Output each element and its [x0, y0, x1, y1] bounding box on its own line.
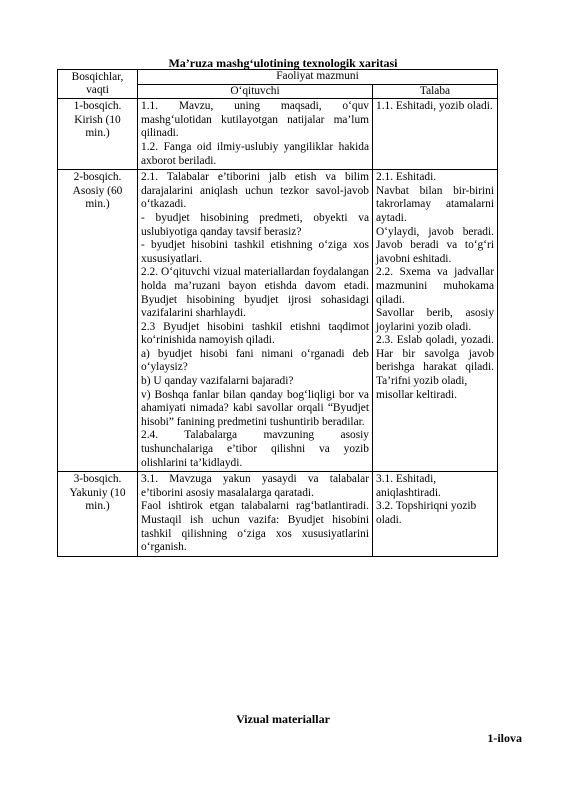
student-text: 3.1. Eshitadi, aniqlashtiradi.	[376, 473, 441, 499]
student-cell	[373, 99, 498, 170]
header-student: Talaba	[373, 84, 498, 99]
student-cell	[373, 170, 498, 472]
student-text: Navbat bilan bir-birini takrorlamay atamalarni aytadi.	[376, 184, 495, 224]
table-row	[58, 472, 498, 557]
header-activity: Faoliyat mazmuni	[138, 70, 498, 85]
teacher-text: b) U qanday vazifalarni bajaradi?	[141, 375, 294, 388]
teacher-text: Faol ishtirok etgan talabalarni rag‘batlantiradi. Mustaqil ish uchun vazifa: Byudjet hisobini tashkil qilishning o‘ziga xos xususiyatlarini o‘rganish.	[141, 500, 369, 554]
teacher-text: 2.3 Byudjet hisobini tashkil etishni taqdimot ko‘rinishida namoyish qiladi.	[141, 320, 369, 347]
student-cell	[373, 472, 498, 557]
student-text: 2.1. Eshitadi.	[376, 171, 437, 184]
student-text: 2.2. Sxema va jadvallar mazmunini muhokama qiladi.	[376, 266, 495, 306]
stage-cell: 3-bosqich. Yakuniy (10 min.)	[58, 472, 138, 557]
student-text: misollar keltiradi.	[376, 388, 457, 401]
teacher-text: v) Boshqa fanlar bilan qanday bog‘liqligi bor va ahamiyati nimada? kabi savollar orqali “Byudjet hisobi” fanining predmetini tushuntirib beradilar.	[141, 388, 369, 428]
table-row	[58, 170, 498, 472]
student-text: Savollar berib, asosiy joylarini yozib oladi.	[376, 307, 495, 333]
stage-cell: 1-bosqich. Kirish (10 min.)	[58, 99, 138, 170]
visual-materials-heading: Vizual materiallar	[236, 712, 330, 726]
teacher-text: 2.2. O‘qituvchi vizual materiallardan foydalangan holda ma’ruzani bayon etishda davom etadi. Byudjet hisobining byudjet ijrosi sohasidagi vazifalarini sharhlaydi.	[141, 266, 369, 320]
teacher-text: 2.4. Talabalarga mavzuning asosiy tushunchalariga e’tibor qilishni va yozib olishlarini ta’kidlaydi.	[141, 429, 369, 469]
student-text: 3.2. Topshiriqni yozib oladi.	[376, 500, 477, 526]
stage-cell: 2-bosqich. Asosiy (60 min.)	[58, 170, 138, 472]
teacher-text: 3.1. Mavzuga yakun yasaydi va talabalar e’tiborini asosiy masalalarga qaratadi.	[141, 473, 369, 499]
teacher-text: - byudjet hisobini tashkil etishning o‘ziga xos xususiyatlari.	[141, 239, 369, 265]
teacher-cell	[138, 99, 373, 170]
teacher-text: 1.1. Mavzu, uning maqsadi, o‘quv mashg‘ulotidan kutilayotgan natijalar ma’lum qilinadi.	[141, 100, 369, 140]
teacher-text: 2.1. Talabalar e’tiborini jalb etish va bilim darajalarini aniqlash uchun tezkor savol-javob o‘tkazadi.	[141, 171, 369, 211]
document-title: Ma’ruza mashg‘ulotining texnologik xaritasi	[168, 56, 398, 70]
student-text: 1.1. Eshitadi, yozib oladi.	[376, 100, 493, 113]
teacher-text: - byudjet hisobining predmeti, obyekti va uslubiyotiga qanday tavsif berasiz?	[141, 211, 369, 238]
appendix-label: 1-ilova	[487, 731, 522, 745]
technology-map-table	[57, 69, 498, 557]
header-teacher: O‘qituvchi	[138, 84, 373, 99]
header-stage: Bosqichlar, vaqti	[58, 70, 138, 99]
student-text: 2.3. Eslab qoladi, yozadi. Har bir savolga javob berishga harakat qiladi. Ta’rifni yozib oladi,	[376, 334, 495, 388]
teacher-text: 1.2. Fanga oid ilmiy-uslubiy yangiliklar hakida axborot beriladi.	[141, 140, 369, 167]
student-text: O‘ylaydi, javob beradi. Javob beradi va to‘g‘ri javobni eshitadi.	[376, 225, 495, 265]
table-row	[58, 99, 498, 170]
teacher-cell	[138, 472, 373, 557]
teacher-text: a) byudjet hisobi fani nimani o‘rganadi deb o‘ylaysiz?	[141, 347, 369, 374]
teacher-cell	[138, 170, 373, 472]
